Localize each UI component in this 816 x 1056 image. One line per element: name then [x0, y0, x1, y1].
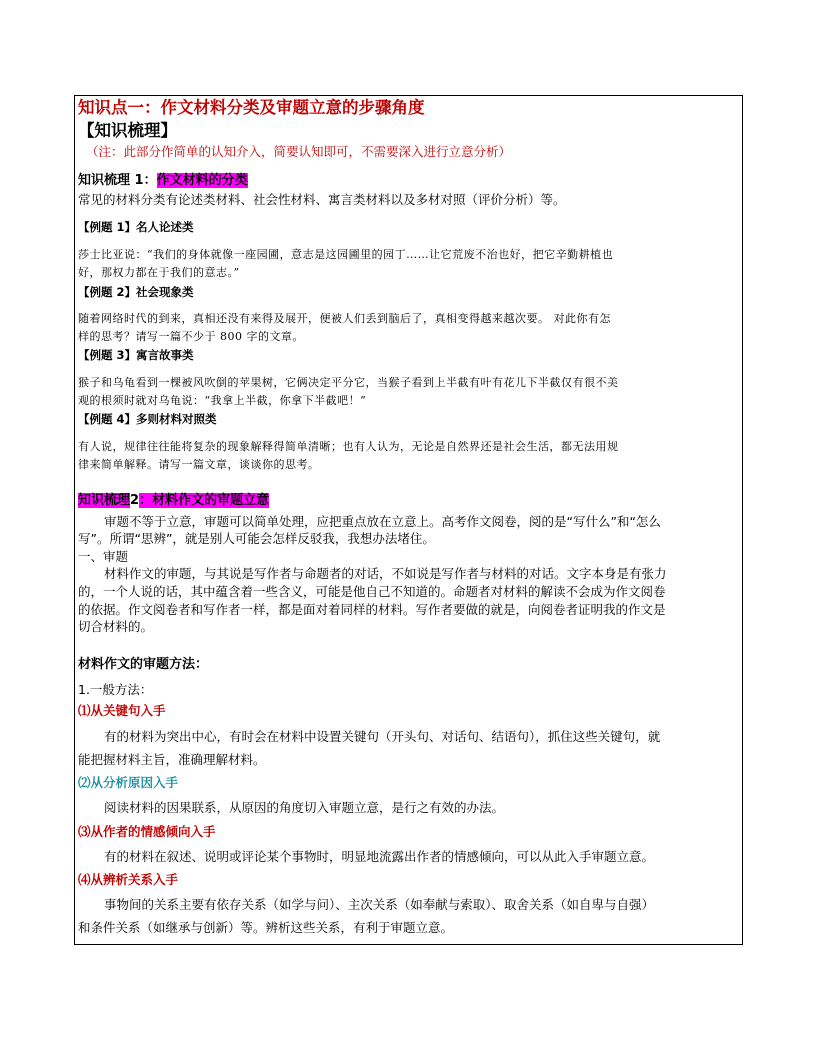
- example-3-line-1: 猴子和乌龟看到一棵被风吹倒的苹果树，它俩决定平分它，当猴子看到上半截有叶有花儿下半截仅有很不美: [78, 376, 619, 389]
- method-2-line-1: 阅读材料的因果联系，从原因的角度切入审题立意，是行之有效的办法。: [104, 800, 505, 815]
- method-4-line-1: 事物间的关系主要有依存关系（如学与问）、主次关系（如奉献与索取）、取舍关系（如自卑与自强）: [104, 897, 655, 912]
- part2-label-b: 2: [130, 493, 140, 508]
- methods-heading: 材料作文的审题方法：: [78, 657, 209, 672]
- part1-heading: [78, 174, 248, 189]
- part1-label-highlight: 作文材料的分类: [156, 173, 248, 188]
- example-2-line-1: 随着网络时代的到来，真相还没有来得及展开，便被人们丢到脑后了，真相变得越来越次要。 对此你有怎: [78, 312, 611, 325]
- example-1-line-2: 好，那权力都在于我们的意志。”: [78, 266, 240, 279]
- method-1-line-1: 有的材料为突出中心，有时会在材料中设置关键句（开头句、对话句、结语句），抓住这些关键句，就: [104, 729, 661, 744]
- part2-para2-line-3: 的依据。作文阅卷者和写作者一样，都是面对着同样的材料。写作者要做的就是，向阅卷者证明我的作文是: [78, 602, 666, 617]
- example-4-label: 【例题 4】多则材料对照类: [78, 412, 217, 426]
- page-title: 知识点一：作文材料分类及审题立意的步骤角度: [78, 98, 425, 117]
- example-2-label: 【例题 2】社会现象类: [78, 285, 194, 299]
- methods-general: 1.一般方法：: [78, 682, 153, 697]
- method-4-label: ⑷从辨析关系入手: [78, 872, 179, 887]
- section-heading: 【知识梳理】: [78, 121, 177, 140]
- part1-label-prefix: 知识梳理 1：: [78, 173, 157, 188]
- part2-para2-line-4: 切合材料的。: [78, 619, 154, 634]
- example-3-line-2: 观的根须时就对乌龟说：“我拿上半截，你拿下半截吧！”: [78, 394, 367, 407]
- example-4-line-2: 律来简单解释。请写一篇文章，谈谈你的思考。: [78, 458, 320, 471]
- method-1-line-2: 能把握材料主旨，准确理解材料。: [78, 752, 266, 767]
- part2-heading: [78, 494, 269, 509]
- part2-para2-line-2: 的，一个人说的话，其中蕴含着一些含义，可能是他自己不知道的。命题者对材料的解读不会成为作文阅卷: [78, 584, 666, 599]
- example-2-line-2: 样的思考？请写一篇不少于 800 字的文章。: [78, 330, 304, 343]
- part2-para2-line-1: 材料作文的审题，与其说是写作者与命题者的对话，不如说是写作者与材料的对话。文字本身是有张力: [104, 566, 667, 581]
- part1-intro: 常见的材料分类有论述类材料、社会性材料、寓言类材料以及多材对照（评价分析）等。: [78, 192, 566, 207]
- part2-sub1: 一、审题: [78, 549, 129, 564]
- method-1-label: ⑴从关键句入手: [78, 703, 166, 718]
- part2-label-c: ：材料作文的审题立意: [139, 493, 270, 508]
- method-3-label: ⑶从作者的情感倾向入手: [78, 824, 216, 839]
- part2-para1-line-1: 审题不等于立意，审题可以简单处理，应把重点放在立意上。高考作文阅卷，阅的是“写什么”和“怎么: [104, 514, 661, 529]
- method-2-label: ⑵从分析原因入手: [78, 775, 179, 790]
- method-4-line-2: 和条件关系（如继承与创新）等。辨析这些关系，有利于审题立意。: [78, 920, 454, 935]
- part2-label-a: 知识梳理: [78, 493, 131, 508]
- part2-para1-line-2: 写”。所谓“思辨”，就是别人可能会怎样反驳我，我想办法堵住。: [78, 531, 435, 546]
- example-1-label: 【例题 1】名人论述类: [78, 220, 194, 234]
- example-1-line-1: 莎士比亚说：“我们的身体就像一座园圃，意志是这园圃里的园丁……让它荒废不治也好，把它辛勤耕植也: [78, 248, 614, 261]
- example-3-label: 【例题 3】寓言故事类: [78, 348, 194, 362]
- example-4-line-1: 有人说，规律往往能将复杂的现象解释得简单清晰；也有人认为，无论是自然界还是社会生活，都无法用规: [78, 440, 619, 453]
- method-3-line-1: 有的材料在叙述、说明或评论某个事物时，明显地流露出作者的情感倾向，可以从此入手审题立意。: [104, 849, 655, 864]
- note-text: （注：此部分作简单的认知介入，简要认知即可，不需要深入进行立意分析）: [86, 144, 512, 159]
